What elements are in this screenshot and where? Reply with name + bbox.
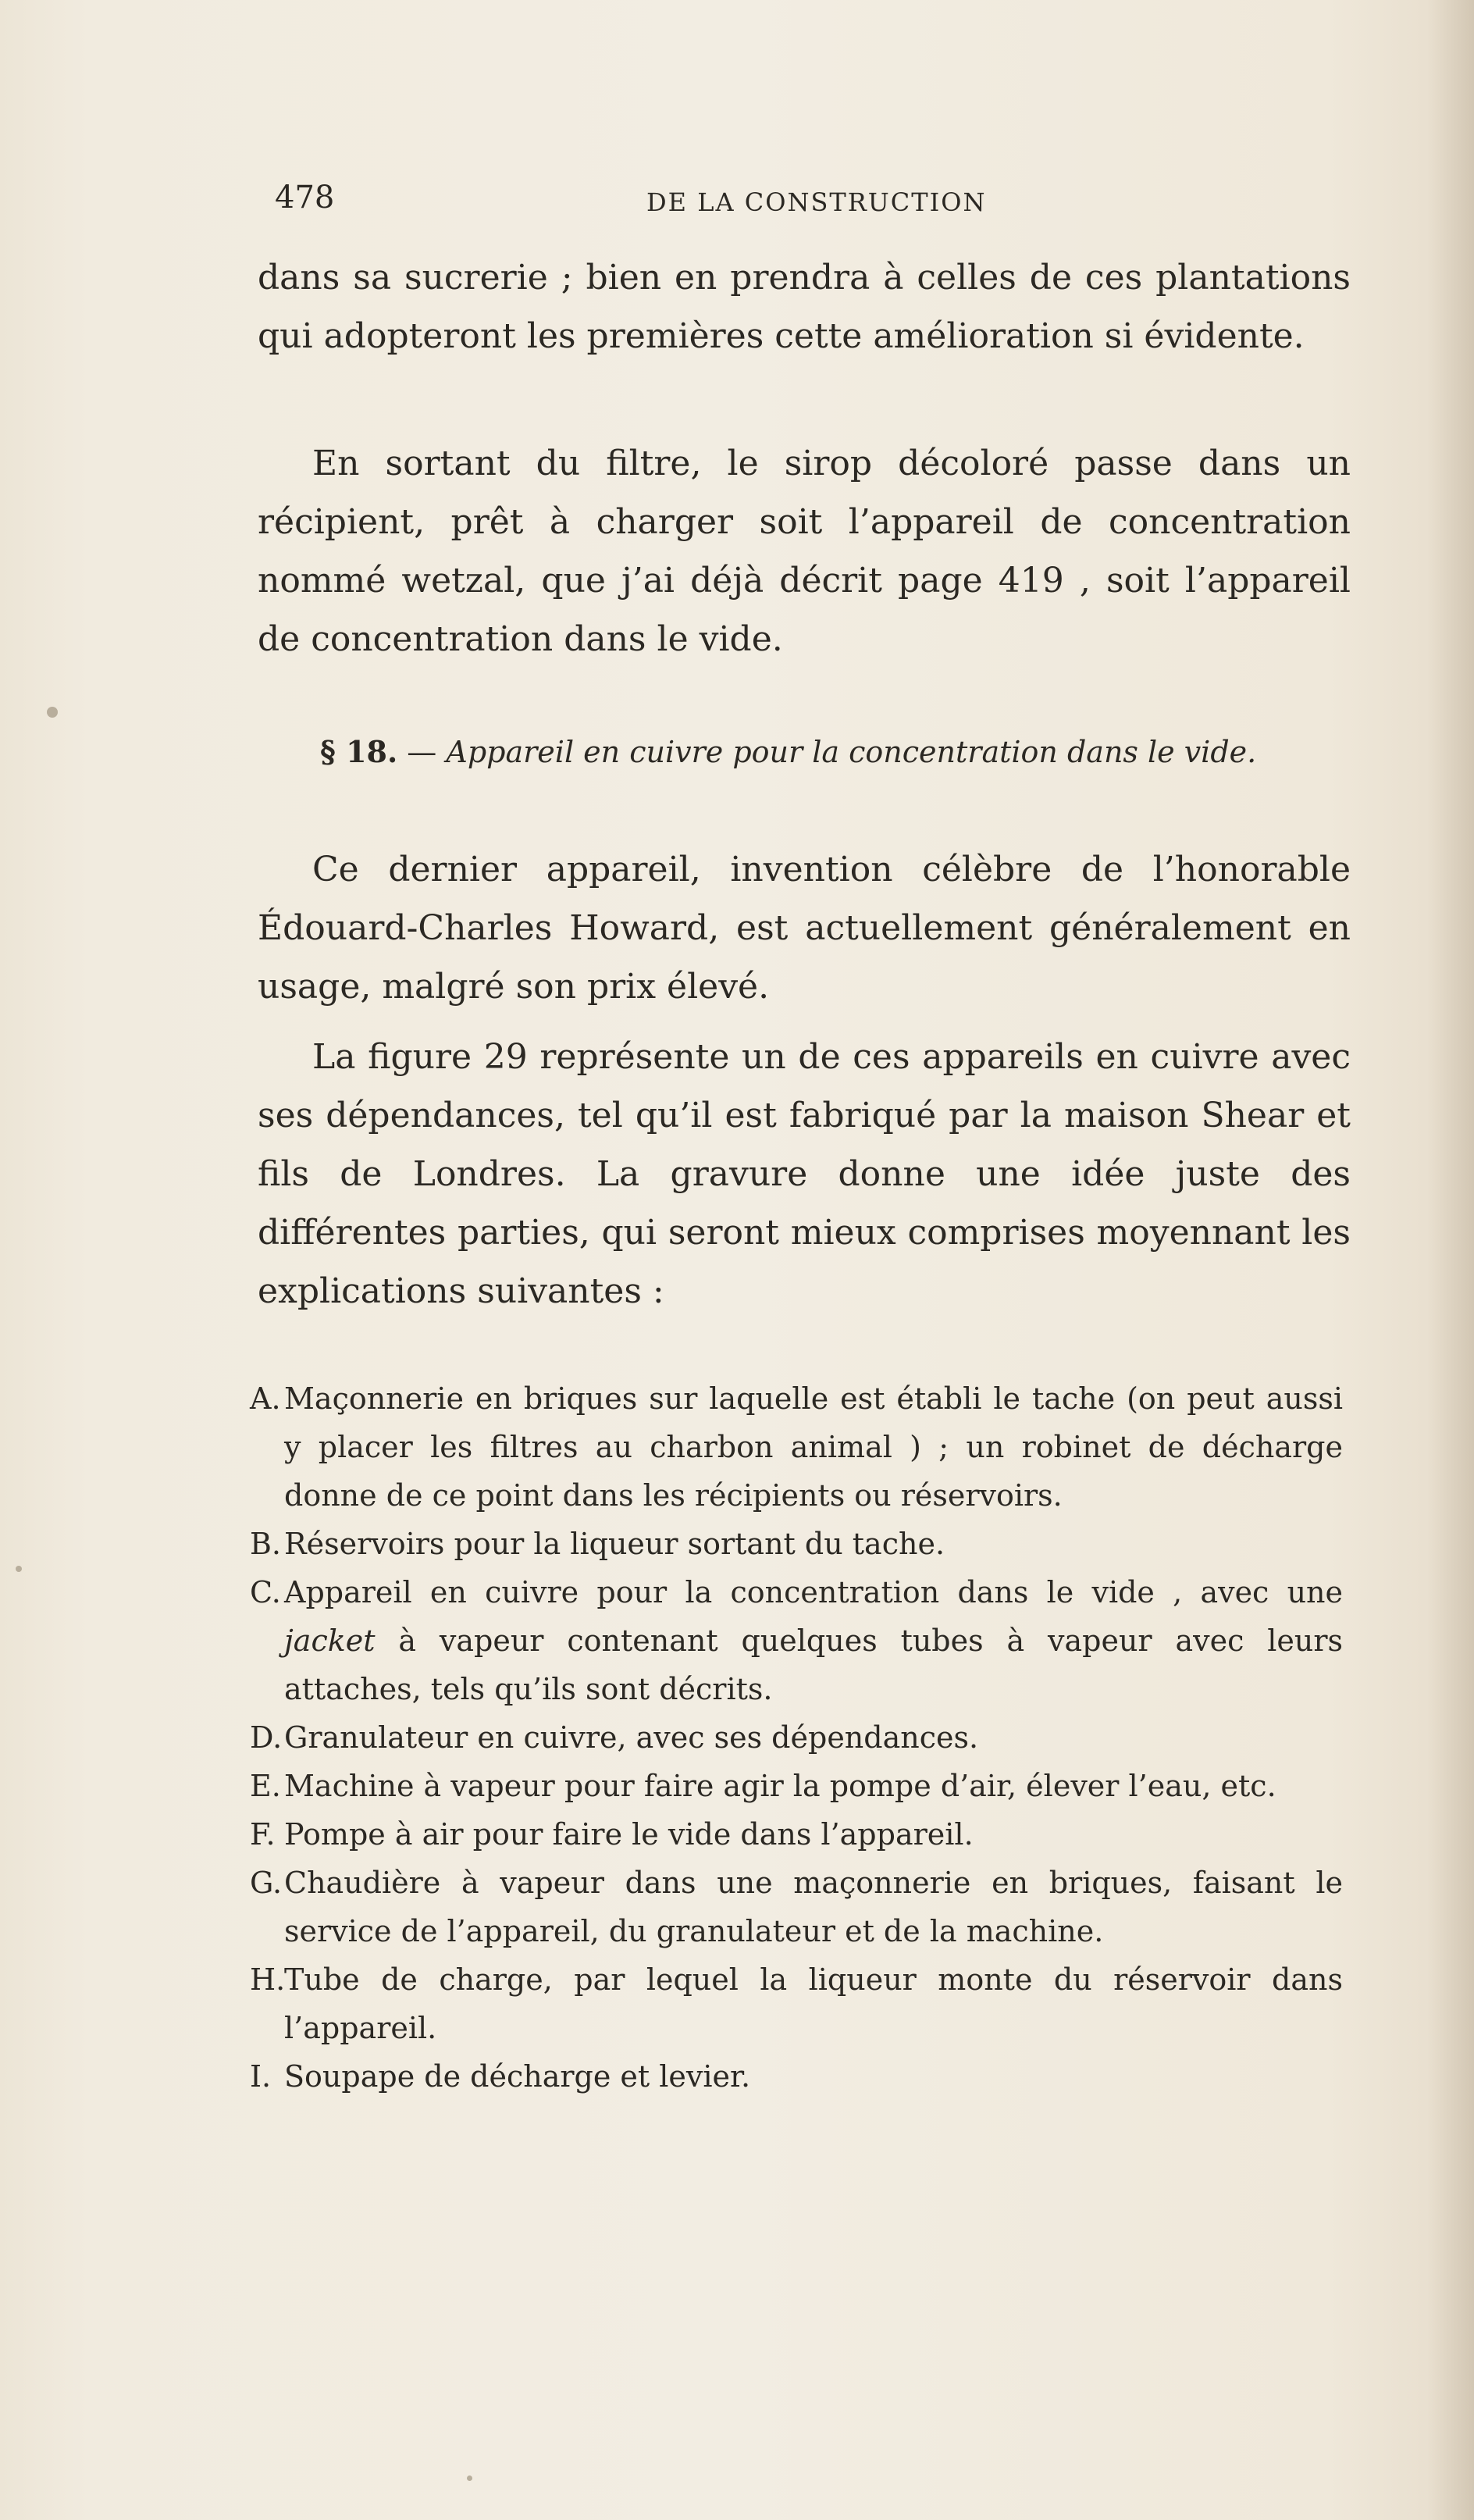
- paragraph-figure: La figure 29 représente un de ces appareils en cuivre avec ses dépendances, tel qu’il est fabriqué par la maison Shear et fils de Londres. La gravure donne une idée juste des différentes parties, qui seront mieux comprises moyennant les explications suivantes :: [258, 1037, 1351, 1311]
- page-edge-shadow: [1427, 0, 1474, 2520]
- legend-item: [250, 1713, 1343, 1762]
- legend-text: Machine à vapeur pour faire agir la pompe d’air, élever l’eau, etc.: [284, 1769, 1276, 1803]
- paper-speck: [467, 2475, 472, 2481]
- running-head: DE LA CONSTRUCTION: [646, 187, 987, 217]
- legend-letter: I.: [250, 2059, 272, 2094]
- legend-item: [250, 1568, 1343, 1713]
- legend-letter: B.: [250, 1527, 282, 1561]
- section-number: § 18.: [320, 734, 398, 769]
- legend-text: Soupape de décharge et levier.: [284, 2059, 751, 2094]
- legend-item: [250, 1762, 1343, 1810]
- legend-text: Tube de charge, par lequel la liqueur monte du réservoir dans l’appareil.: [284, 1962, 1343, 2045]
- legend-item: [250, 1520, 1343, 1568]
- page-number: 478: [275, 180, 335, 216]
- legend-letter: A.: [250, 1381, 281, 1416]
- legend-letter: G.: [250, 1866, 283, 1900]
- legend-item: [250, 1859, 1343, 1955]
- figure-legend: [250, 1374, 1343, 2101]
- section-title: Appareil en cuivre pour la concentration dans le vide.: [446, 735, 1257, 769]
- legend-item: [250, 1810, 1343, 1859]
- legend-letter: F.: [250, 1817, 276, 1852]
- section-dash: —: [397, 735, 447, 769]
- legend-text-italic: jacket: [284, 1624, 376, 1658]
- paragraph-howard: Ce dernier appareil, invention célèbre de l’honorable Édouard-Charles Howard, est actuellement généralement en usage, malgré son prix élevé.: [258, 850, 1351, 1007]
- section-heading: [320, 734, 1335, 769]
- legend-item: [250, 1374, 1343, 1520]
- legend-text: Granulateur en cuivre, avec ses dépendances.: [284, 1720, 979, 1755]
- page-header: [275, 172, 1321, 226]
- legend-text: Chaudière à vapeur dans une maçonnerie en briques, faisant le service de l’appareil, du granulateur et de la machine.: [284, 1866, 1343, 1948]
- paragraph-filter: En sortant du filtre, le sirop décoloré passe dans un récipient, prêt à charger soit l’appareil de concentration nommé wetzal, que j’ai déjà décrit page 419 , soit l’appareil de concentration dans le vide.: [258, 444, 1351, 659]
- legend-text: Appareil en cuivre pour la concentration dans le vide , avec une: [284, 1575, 1343, 1609]
- legend-item: [250, 2052, 1343, 2101]
- legend-letter: D.: [250, 1720, 283, 1755]
- legend-text: à vapeur contenant quelques tubes à vapeur avec leurs attaches, tels qu’ils sont décrits.: [284, 1624, 1343, 1706]
- legend-item: [250, 1955, 1343, 2052]
- legend-letter: H.: [250, 1962, 286, 1997]
- paper-speck: [16, 1566, 22, 1572]
- legend-text: Maçonnerie en briques sur laquelle est établi le tache (on peut aussi y placer les filtres au charbon animal ) ; un robinet de décharge donne de ce point dans les récipients ou réservoirs.: [284, 1381, 1343, 1513]
- legend-letter: E.: [250, 1769, 281, 1803]
- paragraph-continued: dans sa sucrerie ; bien en prendra à celles de ces plantations qui adopteront les premières cette amélioration si évidente.: [258, 258, 1351, 356]
- legend-letter: C.: [250, 1575, 281, 1609]
- paper-speck: [47, 707, 58, 718]
- legend-text: Pompe à air pour faire le vide dans l’appareil.: [284, 1817, 974, 1852]
- legend-text: Réservoirs pour la liqueur sortant du tache.: [284, 1527, 945, 1561]
